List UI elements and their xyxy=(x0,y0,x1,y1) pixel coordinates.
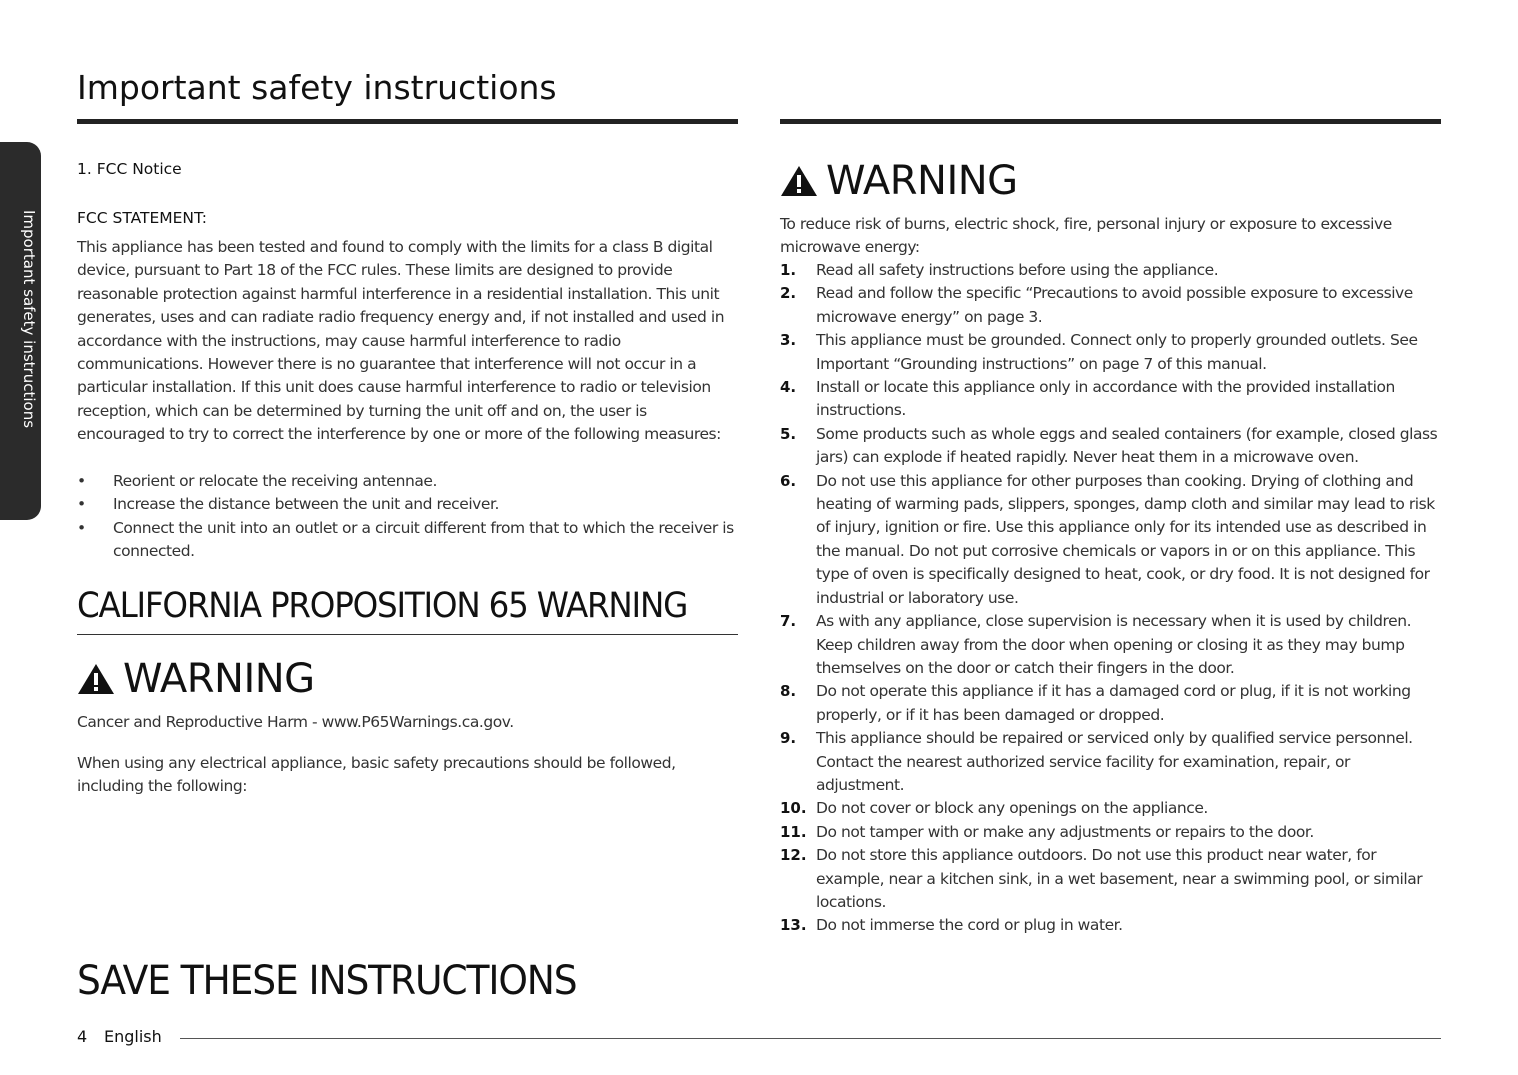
prop65-warning-heading xyxy=(77,656,315,702)
warning-label: WARNING xyxy=(123,656,315,702)
warning-triangle-icon xyxy=(77,663,115,695)
list-item xyxy=(77,470,738,493)
page-title: Important safety instructions xyxy=(77,68,557,107)
footer-language: English xyxy=(104,1027,162,1046)
cancer-harm-text: Cancer and Reproductive Harm - www.P65Warnings.ca.gov. xyxy=(77,713,514,731)
bullet-icon: • xyxy=(77,495,86,514)
item-number: 11. xyxy=(780,822,807,841)
list-item xyxy=(780,821,1442,844)
item-text: Do not tamper with or make any adjustments or repairs to the door. xyxy=(816,822,1314,841)
list-item xyxy=(77,517,738,564)
item-number: 10. xyxy=(780,799,807,818)
item-number: 2. xyxy=(780,284,797,303)
warning-triangle-icon xyxy=(780,165,818,197)
fcc-statement-body: This appliance has been tested and found to comply with the limits for a class B digital device, pursuant to Part 18 of the FCC rules. These limits are designed to provide reasonable protection against harmful interference in a residential installation. This unit generates, uses and can radiate radio frequency energy and, if not installed and used in accordance with the instructions, may cause harmful interference to radio communications. However there is no guarantee that interference will not occur in a particular installation. If this unit does cause harmful interference to radio or television reception, which can be determined by turning the unit off and on, the user is encouraged to try to correct the interference by one or more of the following measures: xyxy=(77,238,725,444)
item-number: 4. xyxy=(780,378,797,397)
list-item xyxy=(780,680,1442,727)
item-text: Do not store this appliance outdoors. Do not use this product near water, for example, near a kitchen sink, in a wet basement, near a swimming pool, or similar locations. xyxy=(816,846,1423,911)
list-item xyxy=(780,727,1442,797)
warning-heading xyxy=(780,158,1018,204)
item-text: As with any appliance, close supervision is necessary when it is used by children. Keep children away from the door when opening or closing it as they may bump themselves on the door or catch their fingers in the door. xyxy=(816,612,1412,677)
item-text: Some products such as whole eggs and sealed containers (for example, closed glass jars) can explode if heated rapidly. Never heat them in a microwave oven. xyxy=(816,424,1438,467)
list-item xyxy=(780,259,1442,282)
bullet-icon: • xyxy=(77,518,86,537)
fcc-measures-list xyxy=(77,470,738,564)
prop65-heading: CALIFORNIA PROPOSITION 65 WARNING xyxy=(77,586,688,626)
list-item xyxy=(77,493,738,516)
safety-instructions-list xyxy=(780,259,1442,938)
item-text: Read and follow the specific “Precautions to avoid possible exposure to excessive microwave energy” on page 3. xyxy=(816,284,1413,326)
item-text: Do not operate this appliance if it has a damaged cord or plug, if it is not working properly, or if it has been damaged or dropped. xyxy=(816,682,1411,724)
item-text: Install or locate this appliance only in accordance with the provided installation instructions. xyxy=(816,378,1395,420)
item-number: 5. xyxy=(780,424,797,443)
bullet-icon: • xyxy=(77,472,86,490)
item-text: Do not immerse the cord or plug in water. xyxy=(816,916,1123,935)
list-item-text: Increase the distance between the unit and receiver. xyxy=(113,495,499,514)
item-text: This appliance should be repaired or serviced only by qualified service personnel. Contact the nearest authorized service facility for examination, repair, or adjustment. xyxy=(816,729,1413,794)
list-item xyxy=(780,423,1442,470)
prop65-rule xyxy=(77,634,738,635)
item-text: Read all safety instructions before using the appliance. xyxy=(816,261,1219,279)
header-rule-right xyxy=(780,119,1441,124)
list-item-text: Reorient or relocate the receiving antennae. xyxy=(113,472,437,490)
list-item xyxy=(780,610,1442,680)
side-tab-label: Important safety instructions xyxy=(20,210,38,429)
fcc-notice-heading: 1. FCC Notice xyxy=(77,160,182,178)
item-number: 8. xyxy=(780,682,797,701)
item-number: 6. xyxy=(780,471,797,490)
item-number: 12. xyxy=(780,846,807,865)
list-item xyxy=(780,470,1442,610)
warning-intro-text: To reduce risk of burns, electric shock, fire, personal injury or exposure to excessive microwave energy: xyxy=(780,215,1392,257)
item-number: 9. xyxy=(780,729,797,748)
footer-rule xyxy=(180,1038,1441,1039)
list-item-text: Connect the unit into an outlet or a circuit different from that to which the receiver is connected. xyxy=(113,518,734,561)
warning-label: WARNING xyxy=(826,158,1018,204)
fcc-statement-heading: FCC STATEMENT: xyxy=(77,209,208,227)
item-number: 13. xyxy=(780,916,807,935)
list-item xyxy=(780,797,1442,820)
list-item xyxy=(780,914,1442,937)
item-number: 3. xyxy=(780,331,797,350)
page-number: 4 xyxy=(77,1027,88,1046)
item-text: Do not use this appliance for other purposes than cooking. Drying of clothing and heating of warming pads, slippers, sponges, damp cloth and similar may lead to risk of injury, ignition or fire. Use this appliance only for its intended use as described in the manual. Do not put corrosive chemicals or vapors in or on this appliance. This type of oven is specifically designed to heat, cook, or dry food. It is not designed for industrial or laboratory use. xyxy=(816,471,1435,607)
item-number: 7. xyxy=(780,612,797,631)
precaution-text: When using any electrical appliance, basic safety precautions should be followed, including the following: xyxy=(77,754,676,796)
list-item xyxy=(780,329,1442,376)
item-text: This appliance must be grounded. Connect only to properly grounded outlets. See Important “Grounding instructions” on page 7 of this manual. xyxy=(816,331,1418,373)
item-number: 1. xyxy=(780,261,797,279)
list-item xyxy=(780,376,1442,423)
list-item xyxy=(780,844,1442,914)
item-text: Do not cover or block any openings on the appliance. xyxy=(816,799,1208,818)
save-instructions-heading: SAVE THESE INSTRUCTIONS xyxy=(77,958,577,1004)
header-rule-left xyxy=(77,119,738,124)
list-item xyxy=(780,282,1442,329)
